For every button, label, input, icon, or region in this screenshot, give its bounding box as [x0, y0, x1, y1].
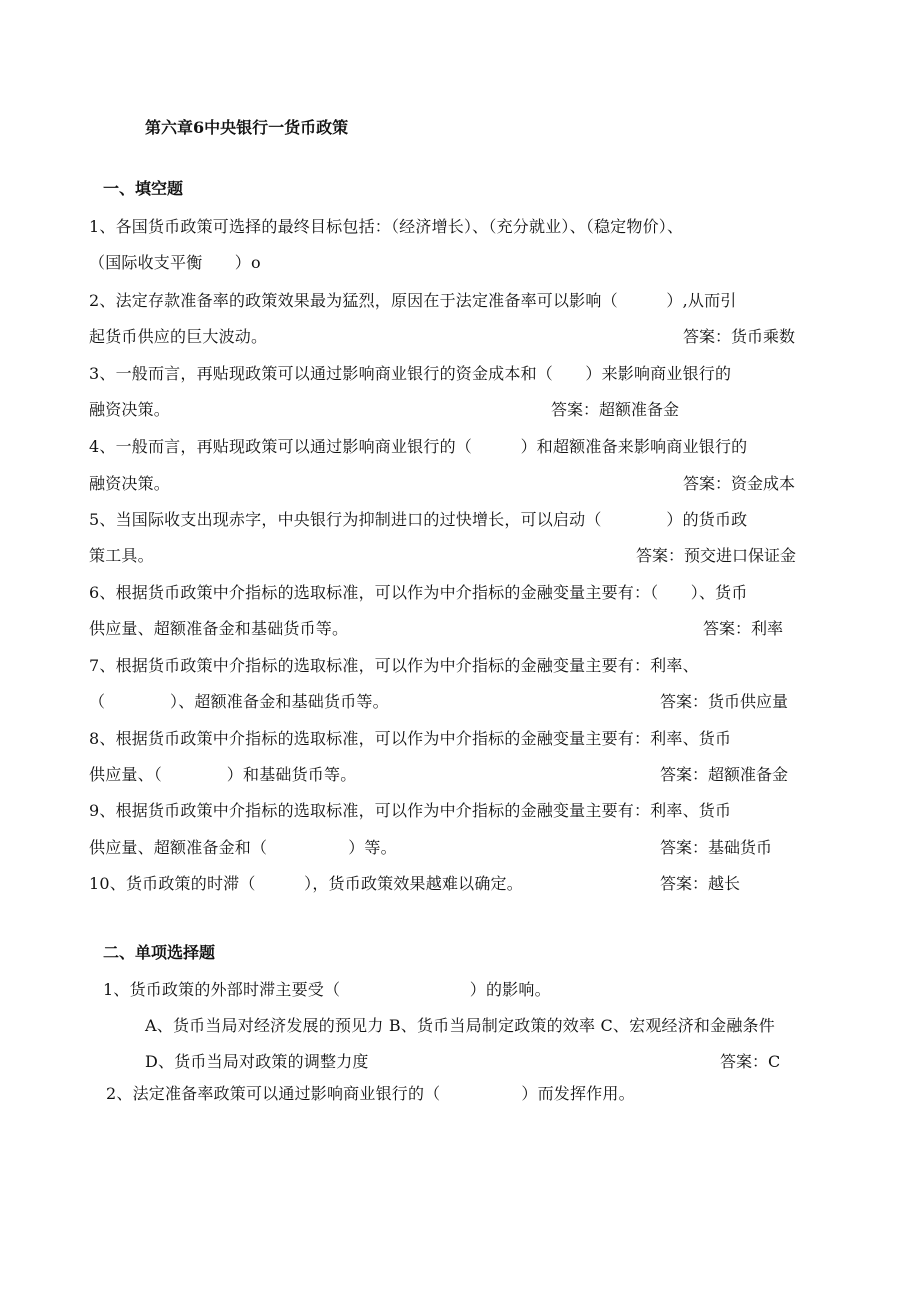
- question-10-answer: 答案：越长: [660, 874, 741, 893]
- question-9-answer: 答案：基础货币: [660, 838, 773, 857]
- question-9-line-1: 9、根据货币政策中介指标的选取标准，可以作为中介指标的金融变量主要有：利率、货币: [89, 801, 732, 820]
- question-3-line-1: 3、一般而言，再贴现政策可以通过影响商业银行的资金成本和（ ）来影响商业银行的: [89, 364, 732, 383]
- choice-question-1-options-line-1: A、货币当局对经济发展的预见力 B、货币当局制定政策的效率 C、宏观经济和金融条件: [145, 1016, 775, 1035]
- question-3-line-2: 融资决策。: [89, 400, 171, 419]
- question-9-line-2: 供应量、超额准备金和（ ）等。: [89, 838, 397, 857]
- question-4-line-1: 4、一般而言，再贴现政策可以通过影响商业银行的（ ）和超额准备来影响商业银行的: [89, 437, 748, 456]
- question-5-answer: 答案：预交进口保证金: [636, 546, 797, 565]
- question-1-line-1: 1、各国货币政策可选择的最终目标包括：（经济增长）、（充分就业）、（稳定物价）、: [89, 217, 684, 236]
- choice-question-1: 1、货币政策的外部时滞主要受（ ）的影响。: [103, 980, 551, 999]
- choice-question-1-options-line-2: D、货币当局对政策的调整力度: [145, 1052, 369, 1071]
- page-title: 第六章6中央银行一货币政策: [145, 118, 349, 137]
- choice-question-1-answer: 答案：C: [720, 1052, 781, 1071]
- question-4-answer: 答案：资金成本: [683, 474, 796, 493]
- choice-question-2: 2、法定准备率政策可以通过影响商业银行的（ ）而发挥作用。: [106, 1084, 635, 1103]
- section-heading-fill-blank: 一、填空题: [103, 179, 184, 198]
- section-heading-single-choice: 二、单项选择题: [103, 943, 216, 962]
- question-7-answer: 答案：货币供应量: [660, 692, 789, 711]
- question-7-line-1: 7、根据货币政策中介指标的选取标准，可以作为中介指标的金融变量主要有：利率、: [89, 656, 699, 675]
- question-6-line-1: 6、根据货币政策中介指标的选取标准，可以作为中介指标的金融变量主要有：（ ）、货币: [89, 583, 748, 602]
- question-10: 10、货币政策的时滞（ ），货币政策效果越难以确定。: [89, 874, 523, 893]
- question-6-line-2: 供应量、超额准备金和基础货币等。: [89, 619, 349, 638]
- question-2-line-1: 2、法定存款准备率的政策效果最为猛烈，原因在于法定准备率可以影响（ ）,从而引: [89, 291, 737, 310]
- question-8-line-1: 8、根据货币政策中介指标的选取标准，可以作为中介指标的金融变量主要有：利率、货币: [89, 729, 732, 748]
- question-7-line-2: （ ）、超额准备金和基础货币等。: [89, 692, 389, 711]
- question-1-line-2: （国际收支平衡 ）o: [89, 253, 261, 272]
- question-3-answer: 答案：超额准备金: [551, 400, 680, 419]
- question-4-line-2: 融资决策。: [89, 474, 171, 493]
- question-2-answer: 答案：货币乘数: [683, 327, 796, 346]
- question-2-line-2: 起货币供应的巨大波动。: [89, 327, 268, 346]
- question-5-line-2: 策工具。: [89, 546, 154, 565]
- question-5-line-1: 5、当国际收支出现赤字，中央银行为抑制进口的过快增长，可以启动（ ）的货币政: [89, 510, 748, 529]
- question-8-line-2: 供应量、（ ）和基础货币等。: [89, 765, 357, 784]
- question-8-answer: 答案：超额准备金: [660, 765, 789, 784]
- question-6-answer: 答案：利率: [703, 619, 784, 638]
